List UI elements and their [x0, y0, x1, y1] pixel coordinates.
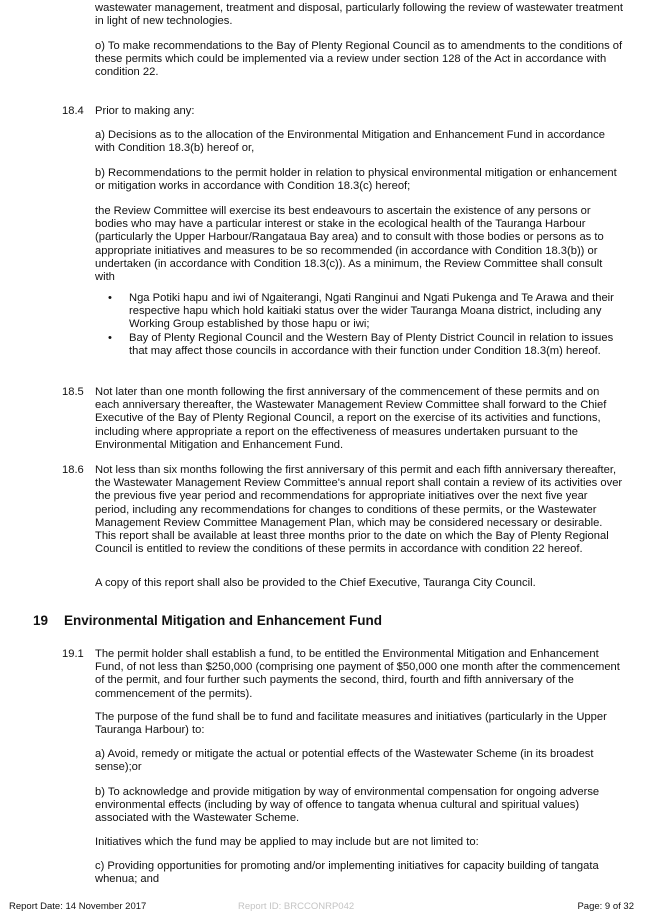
- footer-report-date: Report Date: 14 November 2017: [9, 901, 147, 912]
- condition-19-1-b: b) To acknowledge and provide mitigation by way of environmental compensation for ongoing adverse environmental effects (including by way of offence to tangata whenua cultural and spiritual values) associated with the Wastewater Scheme.: [95, 786, 600, 825]
- footer-report-id: Report ID: BRCCONRP042: [238, 901, 355, 912]
- condition-18-6-copy-note: A copy of this report shall also be provided to the Chief Executive, Tauranga City Council.: [95, 577, 536, 589]
- condition-18-6-text: Not less than six months following the first anniversary of this permit and each fifth anniversary thereafter, the Wastewater Management Review Committee's annual report shall contain a review of its activities over the previous five year period and recommendations for appropriate initiatives over the next five year period, including any recommendations for changes to conditions of these permits, or the Wastewater Management Review Committee Management Plan, which may be considered necessary or desirable. This report shall be available at least three months prior to the date on which the Bay of Plenty Regional Council is entitled to review the conditions of these permits in accordance with condition 22 hereof.: [95, 464, 623, 556]
- condition-18-4-body: the Review Committee will exercise its best endeavours to ascertain the existence of any persons or bodies who may have a particular interest or stake in the ecological health of the Tauranga Harbour (particularly the Upper Harbour/Rangataua Bay area) and to consult with those bodies or persons as to appropriate initiatives and measures to be so recommended (in accordance with Condition 18.3(b)) or undertaken (in accordance with Condition 18.3(c)). As a minimum, the Review Committee shall consult with: [95, 205, 604, 284]
- condition-18-6-number: 18.6: [62, 464, 84, 476]
- section-19-title: Environmental Mitigation and Enhancement Fund: [64, 613, 383, 628]
- bullet-text: Nga Potiki hapu and iwi of Ngaiterangi, Ngati Ranginui and Ngati Pukenga and Te Arawa and their respective hapu which hold kaitiaki status over the wider Tauranga Moana district, including any Working Group established by those hapu or iwi;: [129, 292, 614, 331]
- condition-18-4-lead: Prior to making any:: [95, 105, 195, 117]
- condition-19-1-number: 19.1: [62, 648, 84, 660]
- section-19-number: 19: [33, 613, 49, 628]
- consultee-bullet-list: [108, 292, 623, 358]
- bullet-marker: •: [108, 292, 112, 304]
- condition-18-4-number: 18.4: [62, 105, 84, 117]
- condition-18-3-o-paragraph: o) To make recommendations to the Bay of Plenty Regional Council as to amendments to the conditions of these permits which could be implemented via a review under section 128 of the Act in accordance with condition 22.: [95, 40, 623, 79]
- condition-18-5-number: 18.5: [62, 386, 84, 398]
- bullet-text: Bay of Plenty Regional Council and the Western Bay of Plenty District Council in relation to issues that may affect those councils in accordance with their function under Condition 18.3(m) hereof.: [129, 331, 614, 357]
- list-item: [108, 292, 623, 332]
- bullet-marker: •: [108, 331, 112, 344]
- footer-page-number: Page: 9 of 32: [577, 901, 634, 912]
- condition-18-4-a: a) Decisions as to the allocation of the Environmental Mitigation and Enhancement Fund in accordance with Condition 18.3(b) hereof or,: [95, 129, 605, 155]
- condition-19-1-text: The permit holder shall establish a fund, to be entitled the Environmental Mitigation and Enhancement Fund, of not less than $250,000 (comprising one payment of $50,000 one month after the commencement of the permit, and four further such payments the second, third, fourth and fifth anniversary of the commencement of the permits).: [95, 648, 620, 700]
- condition-19-1-c: c) Providing opportunities for promoting and/or implementing initiatives for capacity building of tangata whenua; and: [95, 860, 599, 886]
- intro-paragraph-1: wastewater management, treatment and disposal, particularly following the review of wastewater treatment in light of new technologies.: [95, 2, 623, 28]
- condition-19-1-purpose: The purpose of the fund shall be to fund and facilitate measures and initiatives (particularly in the Upper Tauranga Harbour) to:: [95, 711, 607, 737]
- condition-18-4-b: b) Recommendations to the permit holder in relation to physical environmental mitigation or enhancement or mitigation works in accordance with Condition 18.3(c) hereof;: [95, 167, 617, 193]
- condition-19-1-a: a) Avoid, remedy or mitigate the actual or potential effects of the Wastewater Scheme (in its broadest sense);or: [95, 748, 594, 774]
- condition-18-5-text: Not later than one month following the first anniversary of the commencement of these permits and on each anniversary thereafter, the Wastewater Management Review Committee shall forward to the Chief Executive of the Bay of Plenty Regional Council, a report on the exercise of its activities and functions, including where appropriate a report on the effectiveness of measures undertaken pursuant to the Environmental Mitigation and Enhancement Fund.: [95, 386, 607, 451]
- list-item: [108, 332, 623, 358]
- condition-19-1-initiatives: Initiatives which the fund may be applied to may include but are not limited to:: [95, 836, 479, 848]
